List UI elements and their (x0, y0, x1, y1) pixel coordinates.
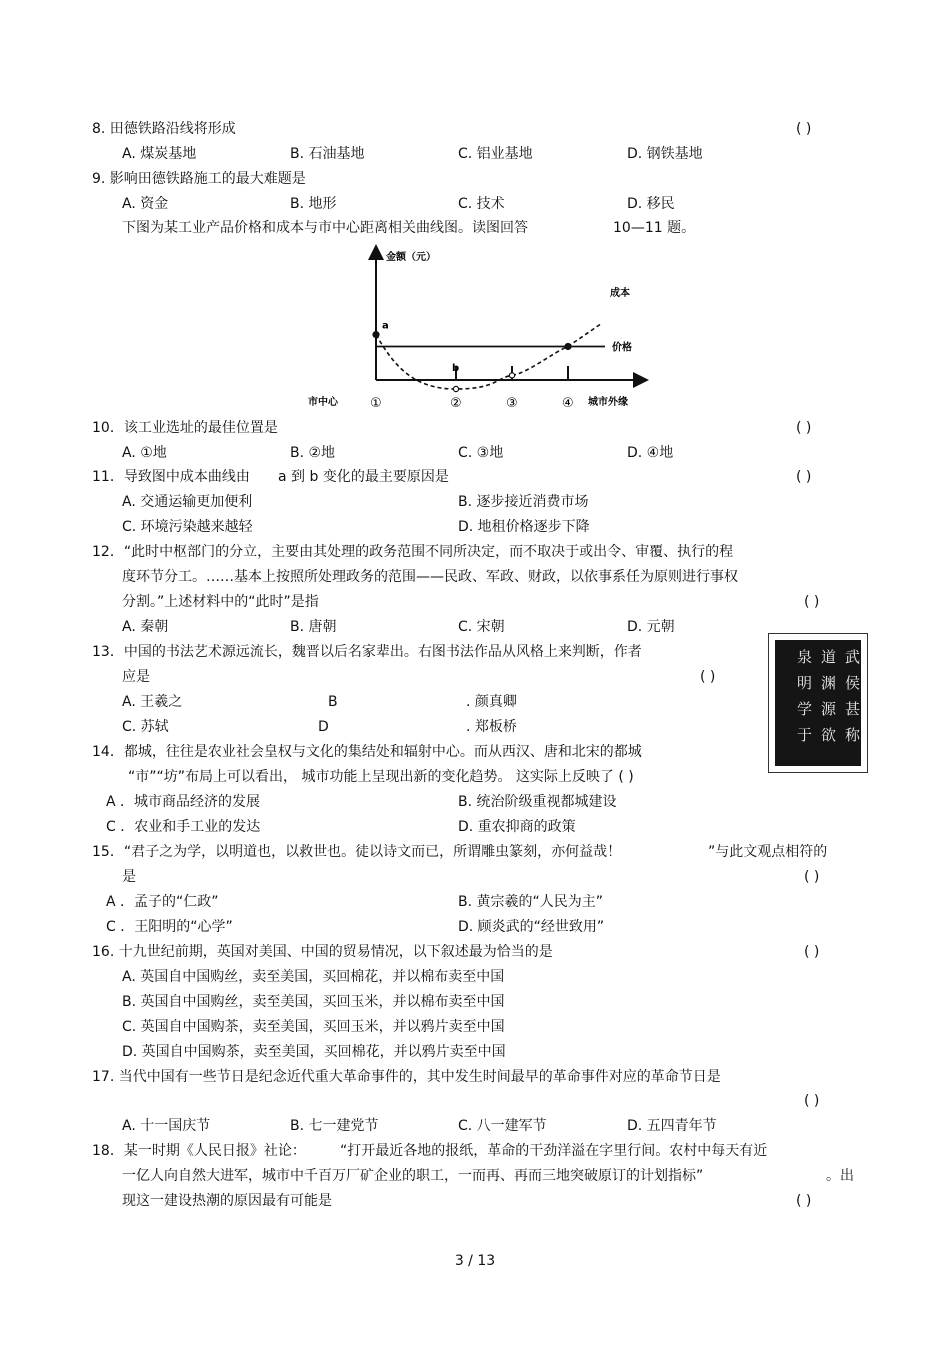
cost-point-1 (373, 332, 379, 338)
x-tick-label-4: ④ (562, 396, 574, 411)
cost-point-2 (453, 386, 458, 391)
q12-option-d: D. 元朝 (627, 619, 675, 635)
q11-option-a: A. 交通运输更加便利 (122, 494, 253, 510)
q17-answer-paren: ( ) (804, 1093, 820, 1109)
svg-text:武: 武 (845, 648, 861, 666)
q13-option-d: . 郑板桥 (466, 719, 517, 735)
q13-option-a: A. 王羲之 (122, 694, 183, 710)
q12-line2: 度环节分工。……基本上按照所处理政务的范围——民政、军政、财政，以依事系任为原则进行事权 (122, 569, 738, 585)
q13-option-d-letter: D (318, 719, 329, 735)
point-label-a: a (382, 320, 389, 332)
q18-line3: 现这一建设热潮的原因最有可能是 (122, 1193, 332, 1209)
q13-option-b: . 颜真卿 (466, 694, 517, 710)
q14-line2: “市”“坊”布局上可以看出， 城市功能上呈现出新的变化趋势。 这实际上反映了 ( ) (128, 769, 634, 785)
q13-line2: 应是 (122, 669, 150, 685)
q14-option-d: D. 重农抑商的政策 (458, 819, 576, 835)
q16-option-a: A. 英国自中国购丝，卖至美国，买回棉花，并以棉布卖至中国 (122, 969, 505, 985)
q12-line1: 12．“此时中枢部门的分立，主要由其处理的政务范围不同所决定，而不取决于或出令、审覆、执行的程 (92, 544, 734, 560)
calligraphy-rubbing (775, 640, 861, 766)
q18-line1-quote: “打开最近各地的报纸，革命的干劲洋溢在字里行间。农村中每天有近 (340, 1143, 768, 1159)
q15-option-d: D. 顾炎武的“经世致用” (458, 919, 605, 935)
q17-option-c: C. 八一建军节 (458, 1118, 547, 1134)
svg-text:渊: 渊 (821, 674, 837, 692)
q16-stem: 16. 十九世纪前期，英国对美国、中国的贸易情况，以下叙述最为恰当的是 (92, 944, 553, 960)
q16-option-d: D. 英国自中国购茶，卖至美国，买回棉花，并以鸦片卖至中国 (122, 1044, 506, 1060)
q17-option-d: D. 五四青年节 (627, 1118, 717, 1134)
svg-text:明: 明 (797, 674, 813, 692)
q9-option-a: A. 资金 (122, 196, 169, 212)
q18-line1-start: 18．某一时期《人民日报》社论： (92, 1143, 306, 1159)
q10-option-d: D. ④地 (627, 445, 674, 461)
x-axis-end-label: 城市外缘 (588, 397, 628, 408)
q11-stem-part2: a 到 b 变化的最主要原因是 (278, 469, 449, 485)
svg-text:甚: 甚 (845, 700, 861, 718)
x-tick-label-1: ① (370, 396, 382, 411)
q14-option-a: A ．城市商品经济的发展 (106, 794, 261, 810)
intro-range: 10—11 题。 (613, 220, 696, 236)
q9-option-c: C. 技术 (458, 196, 505, 212)
svg-text:侯: 侯 (845, 674, 861, 692)
q18-answer-paren: ( ) (796, 1193, 812, 1209)
svg-text:学: 学 (797, 700, 813, 718)
q12-line3: 分割。”上述材料中的“此时”是指 (122, 594, 319, 610)
q12-option-a: A. 秦朝 (122, 619, 169, 635)
q11-stem-part1: 11．导致图中成本曲线由 (92, 469, 250, 485)
q11-option-d: D. 地租价格逐步下降 (458, 519, 590, 535)
q16-option-b: B. 英国自中国购丝，卖至美国，买回玉米，并以棉布卖至中国 (122, 994, 505, 1010)
q12-option-c: C. 宋朝 (458, 619, 505, 635)
q8-option-c: C. 铝业基地 (458, 146, 533, 162)
q9-option-b: B. 地形 (290, 196, 337, 212)
q15-answer-paren: ( ) (804, 869, 820, 885)
q8-option-a: A. 煤炭基地 (122, 146, 197, 162)
calligraphy-image (768, 633, 868, 773)
q14-line1: 14．都城，往往是农业社会皇权与文化的集结处和辐射中心。而从西汉、唐和北宋的都城 (92, 744, 642, 760)
svg-text:欲: 欲 (821, 726, 837, 744)
q10-option-a: A. ①地 (122, 445, 167, 461)
q15-option-a: A ．孟子的“仁政” (106, 894, 219, 910)
q8-option-d: D. 钢铁基地 (627, 146, 703, 162)
svg-text:道: 道 (821, 648, 837, 666)
q16-answer-paren: ( ) (804, 944, 820, 960)
x-tick-label-3: ③ (506, 396, 518, 411)
q18-line2: 一亿人向自然大进军，城市中千百万厂矿企业的职工，一而再、再而三地突破原订的计划指标” (122, 1168, 704, 1184)
q14-option-c: C ．农业和手工业的发达 (106, 819, 261, 835)
q11-option-b: B. 逐步接近消费市场 (458, 494, 589, 510)
q9-stem: 9. 影响田德铁路施工的最大难题是 (92, 171, 306, 187)
q14-option-b: B. 统治阶级重视都城建设 (458, 794, 617, 810)
q18-line2-end: 。出 (826, 1168, 854, 1184)
cost-series-label: 成本 (610, 288, 630, 299)
q8-stem: 8. 田德铁路沿线将形成 (92, 121, 236, 137)
q11-answer-paren: ( ) (796, 469, 812, 485)
cost-point-4 (565, 344, 571, 350)
q13-line1: 13．中国的书法艺术源远流长，魏晋以后名家辈出。右图书法作品从风格上来判断，作者 (92, 644, 642, 660)
svg-text:于: 于 (797, 726, 813, 744)
q10-option-b: B. ②地 (290, 445, 336, 461)
q15-line1: 15．“君子之为学，以明道也，以救世也。徒以诗文而已，所谓雕虫篆刻，亦何益哉！ (92, 844, 622, 860)
q17-option-a: A. 十一国庆节 (122, 1118, 211, 1134)
q13-answer-paren: ( ) (700, 669, 716, 685)
q15-line1-end: ”与此文观点相符的 (708, 844, 828, 860)
x-tick-label-2: ② (450, 396, 462, 411)
cost-price-chart (300, 240, 660, 415)
q11-option-c: C. 环境污染越来越轻 (122, 519, 253, 535)
q10-option-c: C. ③地 (458, 445, 504, 461)
q10-answer-paren: ( ) (796, 420, 812, 436)
q15-line2: 是 (122, 869, 136, 885)
calligraphy-strokes (775, 640, 861, 766)
q13-option-c: C. 苏轼 (122, 719, 169, 735)
svg-text:源: 源 (821, 700, 837, 718)
q12-answer-paren: ( ) (804, 594, 820, 610)
intro-text: 下图为某工业产品价格和成本与市中心距离相关曲线图。读图回答 (122, 220, 528, 236)
svg-text:泉: 泉 (797, 648, 813, 666)
x-axis-start-label: 市中心 (308, 397, 338, 408)
q17-stem: 17. 当代中国有一些节日是纪念近代重大革命事件的，其中发生时间最早的革命事件对应的革命节日是 (92, 1069, 721, 1085)
q16-option-c: C. 英国自中国购茶，卖至美国，买回玉米，并以鸦片卖至中国 (122, 1019, 505, 1035)
price-series-label: 价格 (612, 342, 632, 354)
q8-answer-paren: ( ) (796, 121, 812, 137)
y-axis-label: 金额（元） (386, 252, 436, 263)
point-label-b: b (452, 363, 460, 374)
page-number: 3 / 13 (454, 1253, 496, 1269)
q15-option-c: C ．王阳明的“心学” (106, 919, 233, 935)
q17-option-b: B. 七一建党节 (290, 1118, 379, 1134)
q10-stem: 10．该工业选址的最佳位置是 (92, 420, 278, 436)
q8-option-b: B. 石油基地 (290, 146, 365, 162)
cost-point-3 (509, 373, 514, 378)
q15-option-b: B. 黄宗羲的“人民为主” (458, 894, 604, 910)
q13-option-b-letter: B (328, 694, 338, 710)
svg-text:称: 称 (845, 726, 861, 744)
q12-option-b: B. 唐朝 (290, 619, 337, 635)
q9-option-d: D. 移民 (627, 196, 675, 212)
